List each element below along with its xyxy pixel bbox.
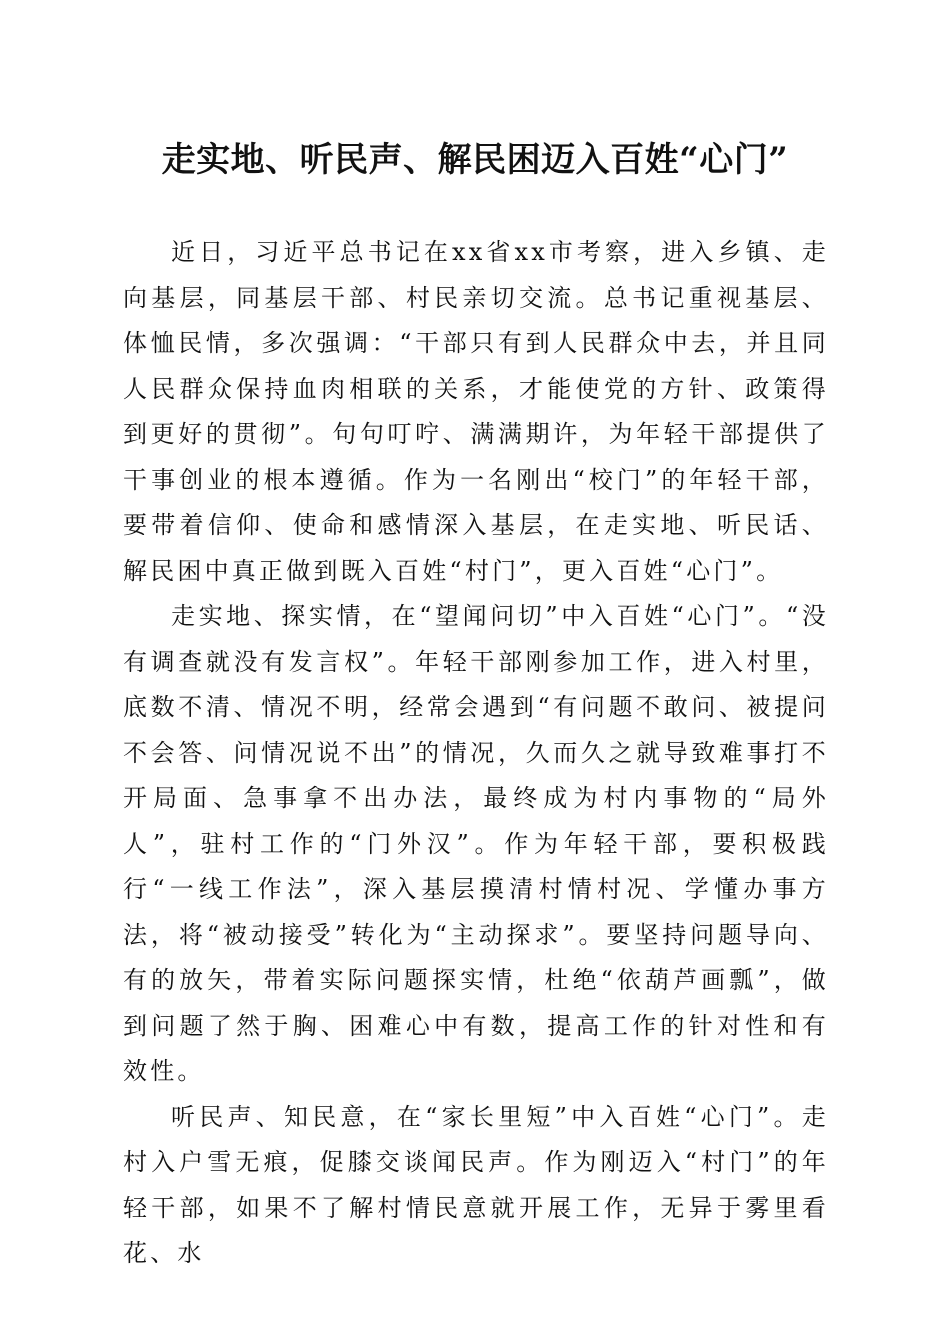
- paragraph-2: 走实地、探实情，在“望闻问切”中入百姓“心门”。“没有调查就没有发言权”。年轻干部刚参加工作，进入村里，底数不清、情况不明，经常会遇到“有问题不敢问、被提问不会答、问情况说不出”的情况，久而久之就导致难事打不开局面、急事拿不出办法，最终成为村内事物的“局外人”，驻村工作的“门外汉”。作为年轻干部，要积极践行“一线工作法”，深入基层摸清村情村况、学懂办事方法，将“被动接受”转化为“主动探求”。要坚持问题导向、有的放矢，带着实际问题探实情，杜绝“依葫芦画瓢”，做到问题了然于胸、困难心中有数，提高工作的针对性和有效性。: [123, 602, 829, 1085]
- document-body: [123, 230, 829, 1277]
- paragraph-3: 听民声、知民意，在“家长里短”中入百姓“心门”。走村入户雪无痕，促膝交谈闻民声。作为刚迈入“村门”的年轻干部，如果不了解村情民意就开展工作，无异于雾里看花、水: [123, 1102, 829, 1267]
- document-title: 走实地、听民声、解民困迈入百姓“心门”: [161, 140, 789, 180]
- paragraph-1: 近日，习近平总书记在xx省xx市考察，进入乡镇、走向基层，同基层干部、村民亲切交流。总书记重视基层、体恤民情，多次强调：“干部只有到人民群众中去，并且同人民群众保持血肉相联的关系，才能使党的方针、政策得到更好的贯彻”。句句叮咛、满满期许，为年轻干部提供了干事创业的根本遵循。作为一名刚出“校门”的年轻干部，要带着信仰、使命和感情深入基层，在走实地、听民话、解民困中真正做到既入百姓“村门”，更入百姓“心门”。: [123, 238, 829, 585]
